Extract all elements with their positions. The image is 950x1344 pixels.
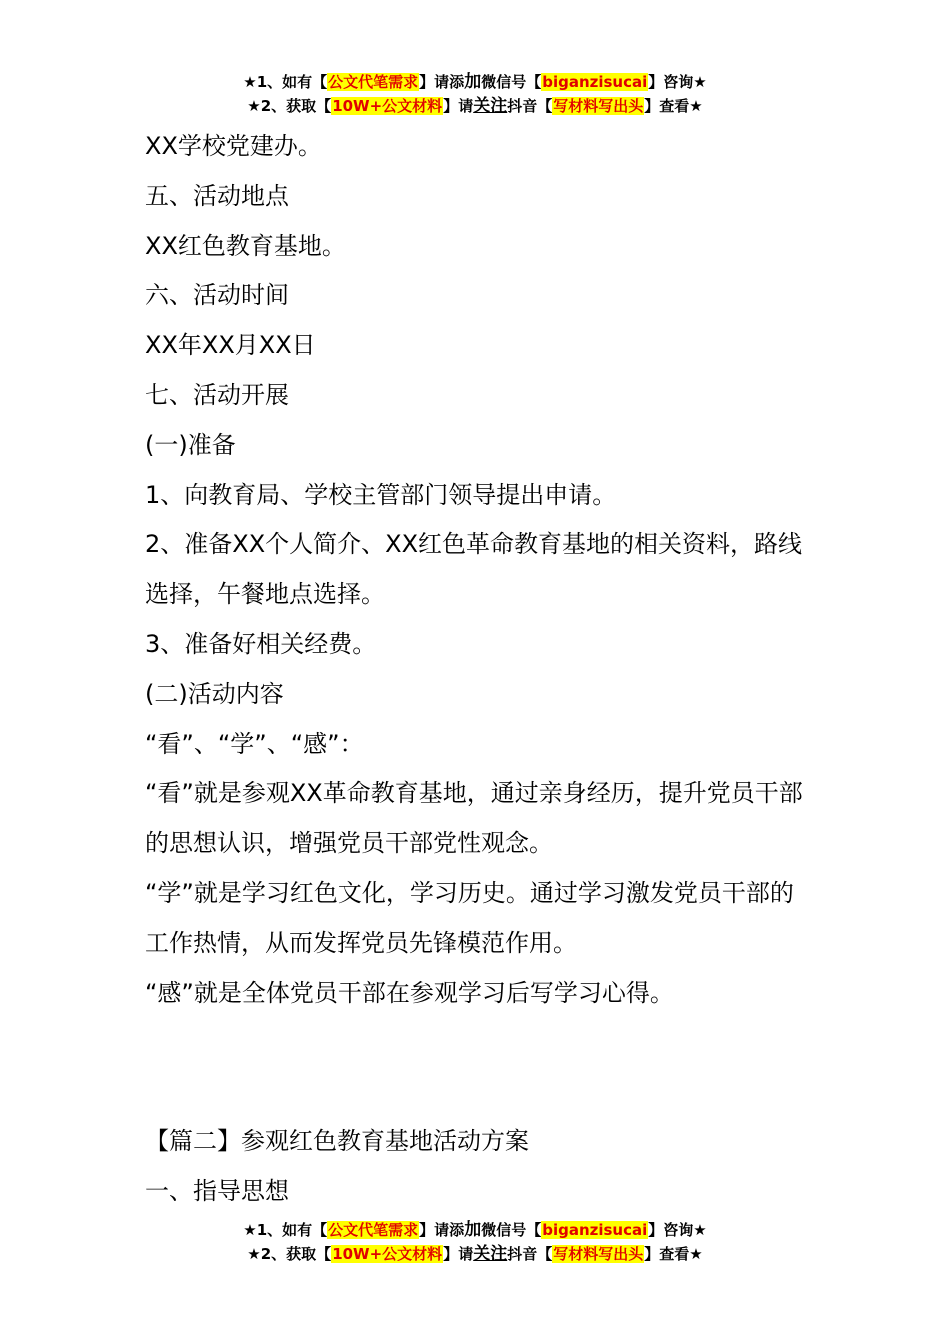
banner-text: 微信号【: [481, 73, 542, 91]
section-heading: 五、活动地点: [145, 181, 289, 210]
document-body: [145, 122, 815, 1217]
banner-text: ★1、如有【: [243, 1221, 328, 1239]
paragraph: XX红⾊教育基地。: [145, 231, 346, 260]
header-banner: [0, 70, 950, 118]
banner-line-2: [0, 94, 950, 118]
spacer: [145, 1018, 815, 1117]
banner-line-1: [0, 1218, 950, 1242]
section-heading: ⼀、指导思想: [145, 1177, 289, 1206]
banner-text: 】请: [443, 1245, 474, 1263]
banner-text: 关注: [473, 96, 508, 116]
banner-line-1: [0, 70, 950, 94]
chapter-title: 【篇⼆】参观红⾊教育基地活动⽅案: [145, 1127, 529, 1156]
banner-text: 关注: [473, 1244, 508, 1264]
banner-text: 】请: [443, 97, 474, 115]
highlight-douyin: 写材料写出头: [553, 97, 644, 115]
banner-text: 微信号【: [481, 1221, 542, 1239]
section-heading: 六、活动时间: [145, 281, 289, 310]
subsection-heading: (⼆)活动内容: [145, 679, 284, 708]
paragraph: “感”就是全体党员⼲部在参观学习后写学习⼼得。: [145, 978, 674, 1007]
paragraph: XX学校党建办。: [145, 132, 322, 160]
highlight-douyin: 写材料写出头: [553, 1245, 644, 1263]
banner-text: 加: [464, 72, 482, 92]
subsection-heading: (⼀)准备: [145, 430, 236, 459]
banner-line-2: [0, 1242, 950, 1266]
banner-text: ★1、如有【: [243, 73, 328, 91]
banner-text: ★2、获取【: [247, 1245, 332, 1263]
list-item: 3、准备好相关经费。: [145, 629, 377, 658]
highlight-materials: 10W+公文材料: [332, 1245, 443, 1263]
highlight-wechat-id: biganzisucai: [542, 73, 648, 91]
section-heading: 七、活动开展: [145, 380, 289, 409]
highlight-service: 公文代笔需求: [328, 73, 419, 91]
paragraph: “看”就是参观XX⾰命教育基地，通过亲⾝经历，提升党员⼲部的思想认识，增强党员⼲部党性观念。: [145, 779, 803, 858]
highlight-wechat-id: biganzisucai: [542, 1221, 648, 1239]
banner-text: 】查看★: [644, 1245, 703, 1263]
banner-text: 】咨询★: [648, 1221, 707, 1239]
banner-text: 】咨询★: [648, 73, 707, 91]
banner-text: 加: [464, 1220, 482, 1240]
paragraph: XX年XX⽉XX⽇: [145, 331, 316, 360]
highlight-materials: 10W+公文材料: [332, 97, 443, 115]
banner-text: 抖音【: [507, 97, 553, 115]
paragraph: “看”、“学”、“感”：: [145, 729, 364, 758]
footer-banner: [0, 1218, 950, 1266]
paragraph: “学”就是学习红⾊⽂化，学习历史。通过学习激发党员⼲部的⼯作热情，从⽽发挥党员先锋模范作⽤。: [145, 878, 794, 957]
banner-text: 】请添: [419, 1221, 465, 1239]
banner-text: 】请添: [419, 73, 465, 91]
list-item: 1、向教育局、学校主管部门领导提出申请。: [145, 480, 617, 509]
banner-text: 】查看★: [644, 97, 703, 115]
list-item: 2、准备XX个⼈简介、XX红⾊⾰命教育基地的相关资料，路线选择，午餐地点选择。: [145, 530, 803, 609]
highlight-service: 公文代笔需求: [328, 1221, 419, 1239]
banner-text: ★2、获取【: [247, 97, 332, 115]
banner-text: 抖音【: [507, 1245, 553, 1263]
